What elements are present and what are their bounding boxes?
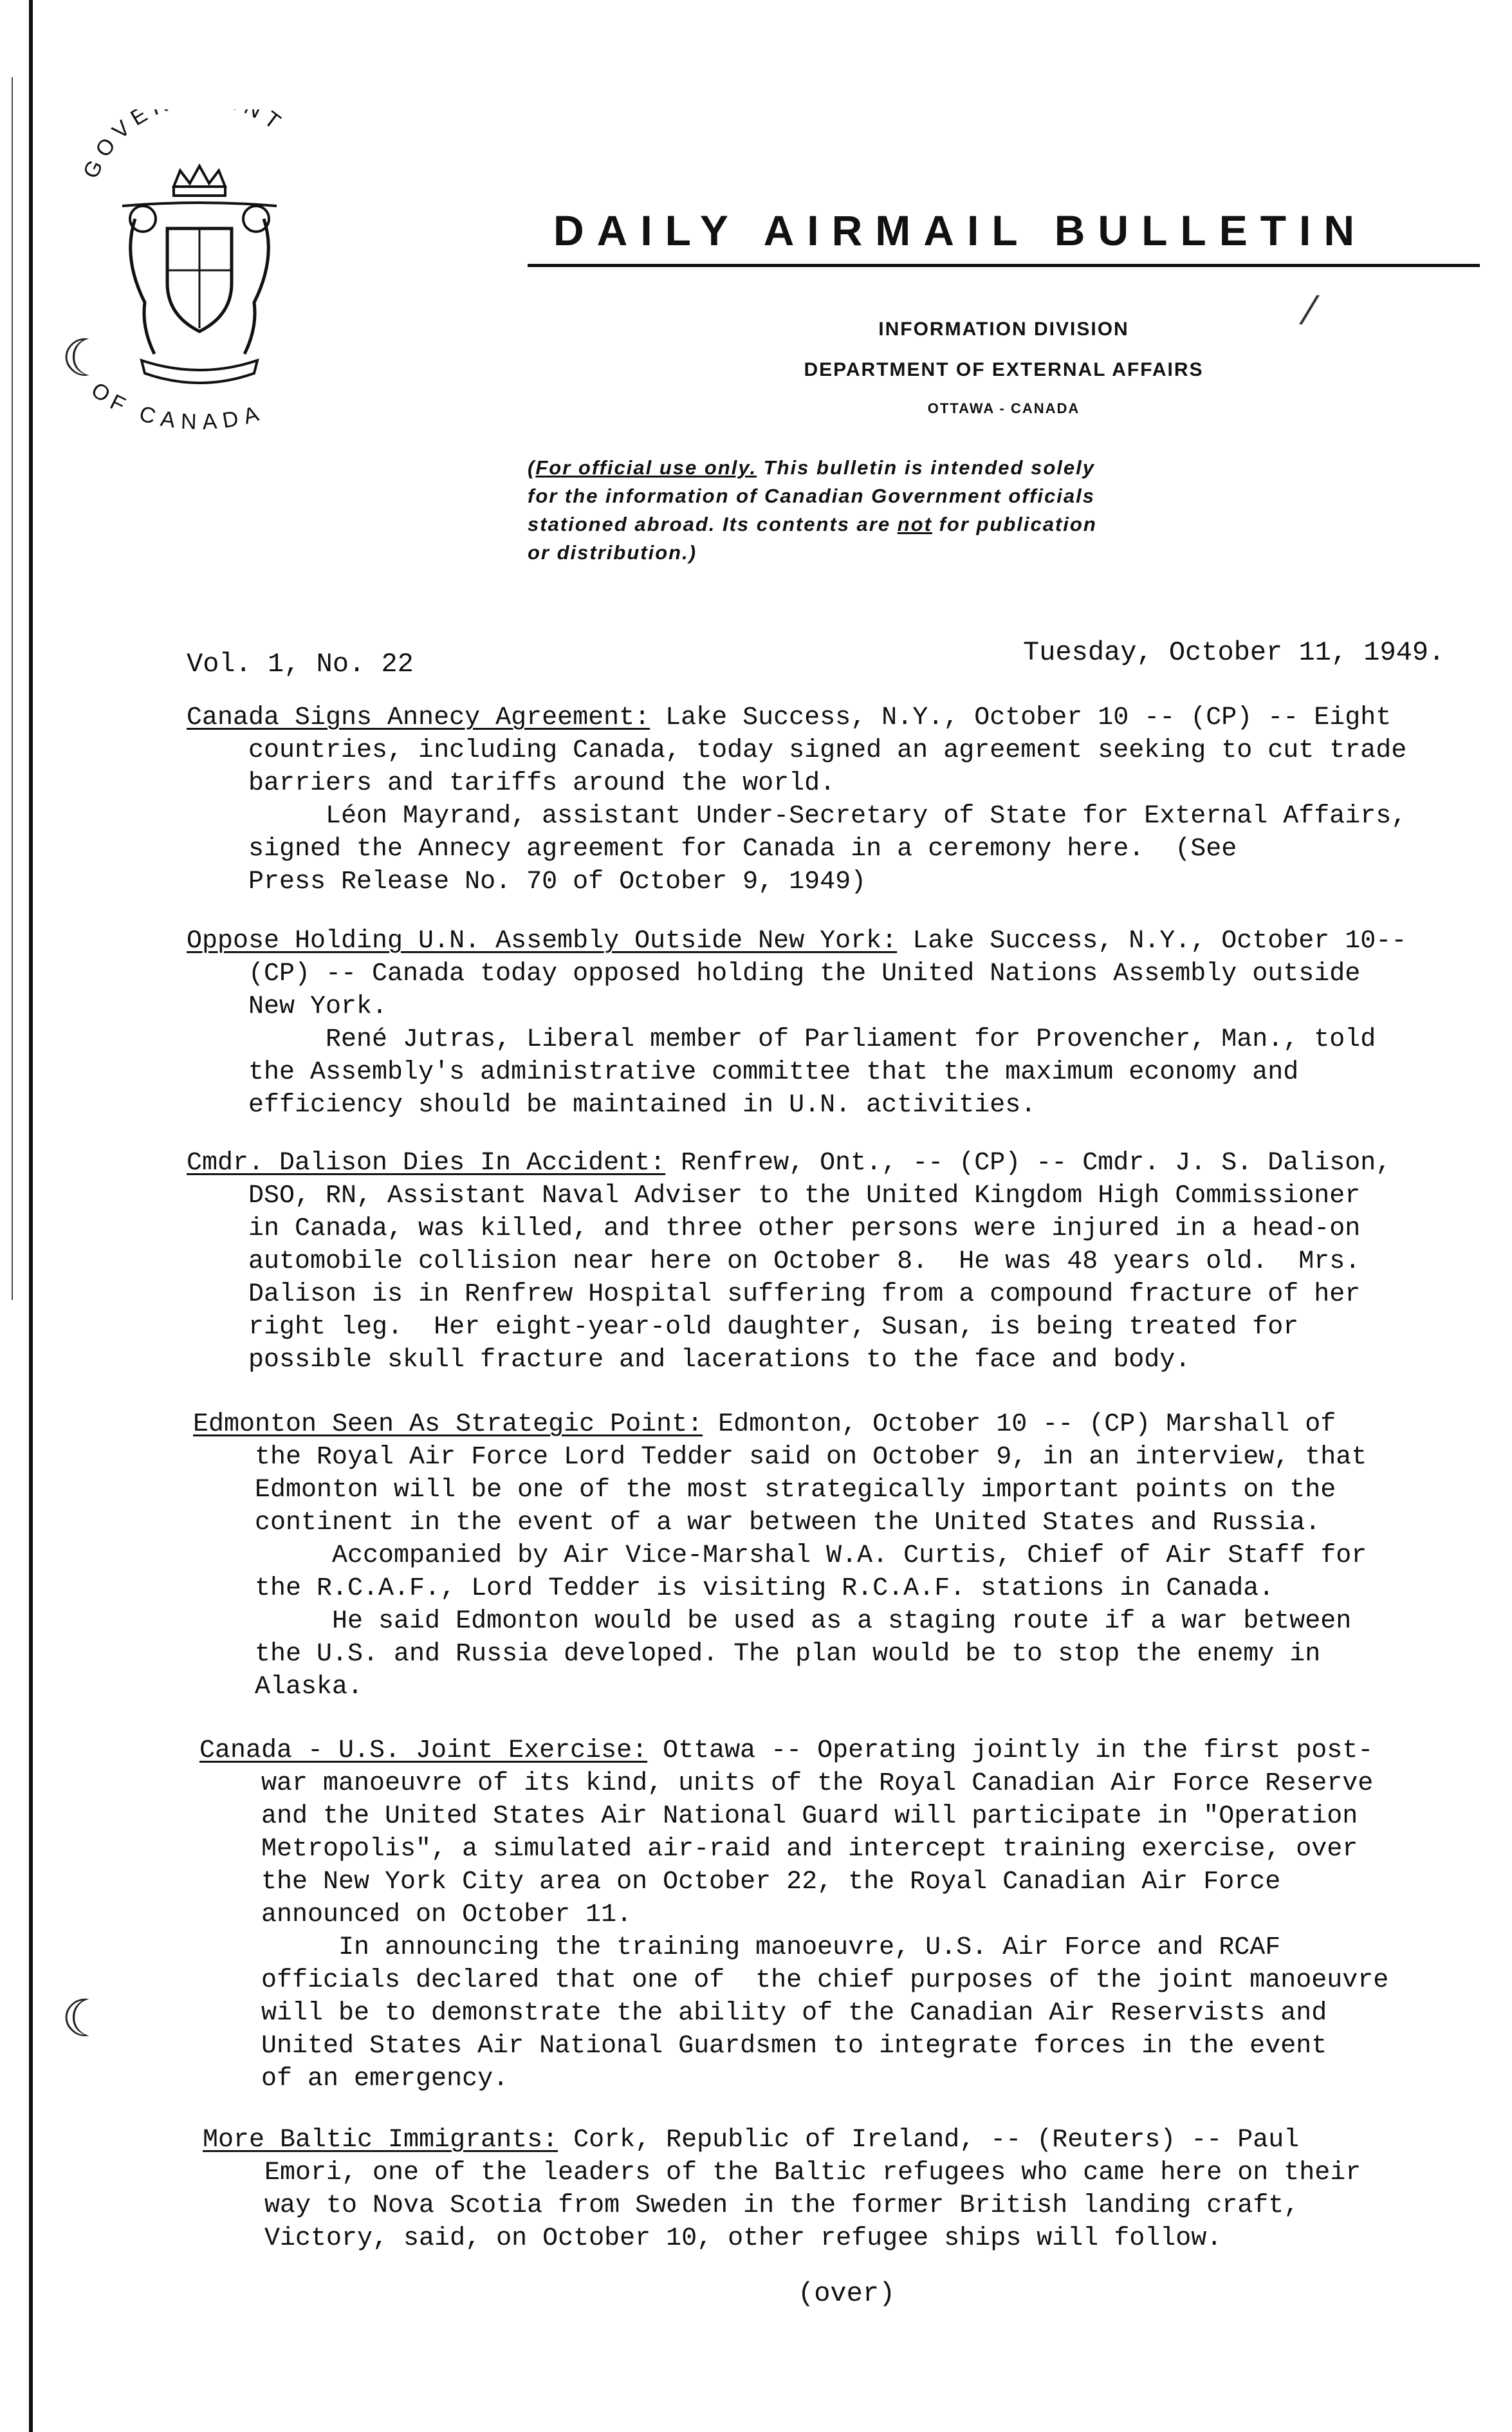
division-name: INFORMATION DIVISION — [878, 319, 1129, 340]
svg-text:GOVERNMENT — [84, 109, 290, 182]
article-line: In announcing the training manoeuvre, U.S. Air Force and RCAF — [199, 1933, 1281, 1962]
article-line: René Jutras, Liberal member of Parliament for Provencher, Man., told — [187, 1025, 1376, 1054]
article-line: Dalison is in Renfrew Hospital suffering from a compound fracture of her — [187, 1280, 1361, 1309]
article-line: Alaska. — [193, 1673, 364, 1702]
article-line: Edmonton will be one of the most strategically important points on the — [193, 1476, 1336, 1505]
article-headline: Edmonton Seen As Strategic Point: — [193, 1410, 703, 1439]
volume-number: Vol. 1, No. 22 — [187, 649, 414, 680]
article-line: continent in the event of a war between the United States and Russia. — [193, 1508, 1321, 1537]
article-line: barriers and tariffs around the world. — [187, 769, 836, 798]
article-line: Press Release No. 70 of October 9, 1949) — [187, 868, 867, 896]
article-line: right leg. Her eight-year-old daughter, Susan, is being treated for — [187, 1313, 1299, 1342]
coat-of-arms-icon — [84, 109, 315, 444]
seal-arc-bottom-text: OF CANADA — [86, 377, 268, 435]
article-line: the Assembly's administrative committee that the maximum economy and — [187, 1058, 1299, 1087]
article-line: (CP) -- Canada today opposed holding the United Nations Assembly outside — [187, 960, 1361, 989]
pen-mark: ⁄ — [1306, 288, 1313, 333]
article-line: United States Air National Guardsmen to integrate forces in the event — [199, 2032, 1327, 2061]
article-line: and the United States Air National Guard will participate in "Operation — [199, 1802, 1358, 1831]
left-margin-rule — [29, 0, 33, 2432]
left-margin-line — [12, 77, 13, 1300]
issue-date: Tuesday, October 11, 1949. — [1023, 637, 1445, 668]
article-line: signed the Annecy agreement for Canada in a ceremony here. (See — [187, 835, 1237, 864]
article-line: countries, including Canada, today signed an agreement seeking to cut trade — [187, 736, 1407, 765]
article-line: the Royal Air Force Lord Tedder said on October 9, in an interview, that — [193, 1443, 1367, 1472]
article-headline: More Baltic Immigrants: — [203, 2126, 558, 2155]
article-un-assembly: Oppose Holding U.N. Assembly Outside New York: Lake Success, N.Y., October 10-- (CP) -- Canada today opposed holding the United Nations Assembly outside New York. René Jutras, Liberal member of Parliament for Provencher, Man., told the Assembly's administrative committee that the maximum economy and efficiency should be maintained in U.N. activities. — [187, 925, 1473, 1122]
article-line: Emori, one of the leaders of the Baltic refugees who came here on their — [203, 2158, 1361, 2187]
article-line: of an emergency. — [199, 2065, 509, 2093]
article-line: possible skull fracture and lacerations to the face and body. — [187, 1346, 1191, 1375]
notice-line-3: stationed abroad. Its contents are not for publication — [528, 513, 1097, 535]
article-headline: Oppose Holding U.N. Assembly Outside New York: — [187, 927, 898, 956]
article-line: way to Nova Scotia from Sweden in the former British landing craft, — [203, 2191, 1300, 2220]
article-edmonton-strategic: Edmonton Seen As Strategic Point: Edmonton, October 10 -- (CP) Marshall of the Royal Air Force Lord Tedder said on October 9, in an interview, that Edmonton will be one of the most strategically important points on the continent in the event of a war between the United States and Russia. Accompanied by Air Vice-Marshal W.A. Curtis, Chief of Air Staff for the R.C.A.F., Lord Tedder is visiting R.C.A.F. stations in Canada. He said Edmonton would be used as a staging route if a war between the U.S. and Russia developed. The plan would be to stop the enemy in Alaska. — [193, 1408, 1480, 1703]
notice-line-4: or distribution.) — [528, 541, 697, 564]
seal-arc-top-text: OVE NT — [91, 109, 290, 162]
article-joint-exercise: Canada - U.S. Joint Exercise: Ottawa -- Operating jointly in the first post- war manoeuvre of its kind, units of the Royal Canadian Air Force Reserve and the United States Air National Guard will participate in "Operation Metropolis", a simulated air-raid and intercept training exercise, over the New York City area on October 22, the Royal Canadian Air Force announced on October 11. In announcing the training manoeuvre, U.S. Air Force and RCAF officials declared that one of the chief purposes of the joint manoeuvre will be to demonstrate the ability of the Canadian Air Reservists and United States Air National Guardsmen to integrate forces in the event of an emergency. — [199, 1734, 1486, 2095]
article-line: New York. — [187, 992, 388, 1021]
article-line: the New York City area on October 22, the Royal Canadian Air Force — [199, 1868, 1281, 1897]
article-headline: Cmdr. Dalison Dies In Accident: — [187, 1149, 666, 1178]
article-headline: Canada Signs Annecy Agreement: — [187, 703, 650, 732]
article-line: war manoeuvre of its kind, units of the Royal Canadian Air Force Reserve — [199, 1769, 1374, 1798]
notice-not-emphasis: not — [897, 513, 932, 535]
article-baltic-immigrants: More Baltic Immigrants: Cork, Republic of Ireland, -- (Reuters) -- Paul Emori, one of the leaders of the Baltic refugees who came here on their way to Nova Scotia from Sweden in the former British landing craft, Victory, said, on October 10, other refugee ships will follow. — [203, 2124, 1489, 2255]
masthead-title: DAILY AIRMAIL BULLETIN — [553, 207, 1368, 254]
article-line: DSO, RN, Assistant Naval Adviser to the United Kingdom High Commissioner — [187, 1182, 1361, 1211]
article-dalison-accident: Cmdr. Dalison Dies In Accident: Renfrew, Ont., -- (CP) -- Cmdr. J. S. Dalison, DSO, RN, Assistant Naval Adviser to the United Kingdom High Commissioner in Canada, was killed, and three other persons were injured in a head-on automobile collision near here on October 8. He was 48 years old. Mrs. Dalison is in Renfrew Hospital suffering from a compound fracture of her right leg. Her eight-year-old daughter, Susan, is being treated for possible skull fracture and lacerations to the face and body. — [187, 1147, 1473, 1377]
official-use-notice — [528, 454, 1325, 567]
article-line: efficiency should be maintained in U.N. activities. — [187, 1091, 1037, 1120]
article-annecy-agreement: Canada Signs Annecy Agreement: Lake Success, N.Y., October 10 -- (CP) -- Eight countries, including Canada, today signed an agreement seeking to cut trade barriers and tariffs around the world. Léon Mayrand, assistant Under-Secretary of State for External Affairs, signed the Annecy agreement for Canada in a ceremony here. (See Press Release No. 70 of October 9, 1949) — [187, 701, 1473, 898]
continued-marker: (over) — [798, 2278, 896, 2309]
binder-hole-mark-bottom: ☾ — [61, 1989, 107, 2048]
svg-text:OF CANADA — [86, 378, 267, 434]
notice-line-2: for the information of Canadian Government officials — [528, 485, 1095, 507]
notice-line-1: (For official use only. This bulletin is intended solely — [528, 456, 1095, 479]
article-line: officials declared that one of the chief purposes of the joint manoeuvre — [199, 1966, 1389, 1995]
article-line: Victory, said, on October 10, other refugee ships will follow. — [203, 2224, 1222, 2253]
article-line: Accompanied by Air Vice-Marshal W.A. Curtis, Chief of Air Staff for — [193, 1541, 1367, 1570]
article-line: announced on October 11. — [199, 1900, 632, 1929]
article-line: in Canada, was killed, and three other persons were injured in a head-on — [187, 1214, 1361, 1243]
article-line: automobile collision near here on October 8. He was 48 years old. Mrs. — [187, 1247, 1361, 1276]
government-of-canada-seal — [84, 109, 315, 444]
notice-underlined: For official use only. — [535, 456, 757, 479]
article-line: will be to demonstrate the ability of the Canadian Air Reservists and — [199, 1999, 1327, 2028]
article-line: Léon Mayrand, assistant Under-Secretary of State for External Affairs, — [187, 802, 1407, 831]
article-line: the U.S. and Russia developed. The plan would be to stop the enemy in — [193, 1640, 1321, 1669]
department-name: DEPARTMENT OF EXTERNAL AFFAIRS — [804, 359, 1204, 380]
binder-hole-mark-top: ☾ — [61, 328, 107, 388]
article-headline: Canada - U.S. Joint Exercise: — [199, 1736, 648, 1765]
article-line: the R.C.A.F., Lord Tedder is visiting R.C.A.F. stations in Canada. — [193, 1574, 1275, 1603]
article-line: He said Edmonton would be used as a staging route if a war between — [193, 1607, 1352, 1636]
location-line: OTTAWA - CANADA — [927, 400, 1080, 416]
masthead-rule — [528, 264, 1480, 267]
article-line: Metropolis", a simulated air-raid and intercept training exercise, over — [199, 1835, 1358, 1864]
